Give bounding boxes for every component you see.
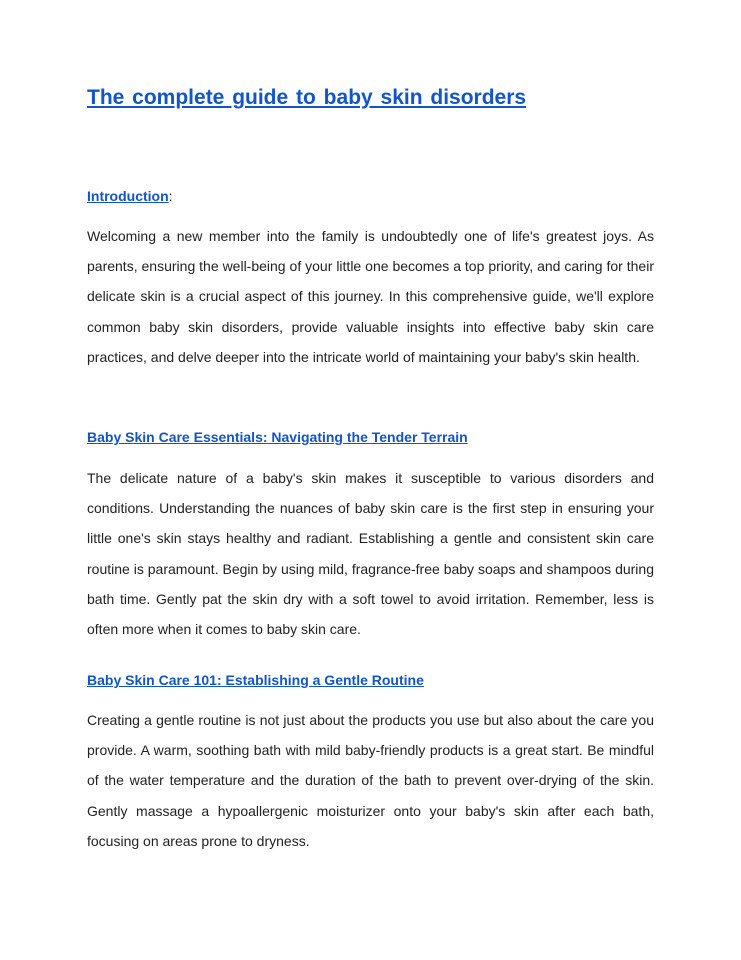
intro-label-line [87, 187, 173, 205]
intro-paragraph: Welcoming a new member into the family is undoubtedly one of life's greatest joys. As parents, ensuring the well-being of your little one becomes a top priority, and caring for their delicate skin is a crucial aspect of this journey. In this comprehensive guide, we'll explore common baby skin disorders, provide valuable insights into effective baby skin care practices, and delve deeper into the intricate world of maintaining your baby's skin health. [87, 228, 654, 365]
introduction-link[interactable]: Introduction [87, 188, 169, 204]
section-paragraph-skin-care-essentials: The delicate nature of a baby's skin makes it susceptible to various disorders and conditions. Understanding the nuances of baby skin care is the first step in ensuring your little one's skin stays healthy and radiant. Establishing a gentle and consistent skin care routine is paramount. Begin by using mild, fragrance-free baby soaps and shampoos during bath time. Gently pat the skin dry with a soft towel to avoid irritation. Remember, less is often more when it comes to baby skin care. [87, 470, 654, 638]
document-title[interactable]: The complete guide to baby skin disorders [87, 86, 527, 109]
section-heading-skin-care-101[interactable]: Baby Skin Care 101: Establishing a Gentle Routine [87, 672, 424, 688]
intro-colon: : [168, 188, 173, 204]
section-paragraph-skin-care-101: Creating a gentle routine is not just about the products you use but also about the care you provide. A warm, soothing bath with mild baby-friendly products is a great start. Be mindful of the water temperature and the duration of the bath to prevent over-drying of the skin. Gently massage a hypoallergenic moisturizer onto your baby's skin after each bath, focusing on areas prone to dryness. [87, 712, 654, 849]
section-heading-skin-care-essentials[interactable]: Baby Skin Care Essentials: Navigating the Tender Terrain [87, 429, 468, 445]
